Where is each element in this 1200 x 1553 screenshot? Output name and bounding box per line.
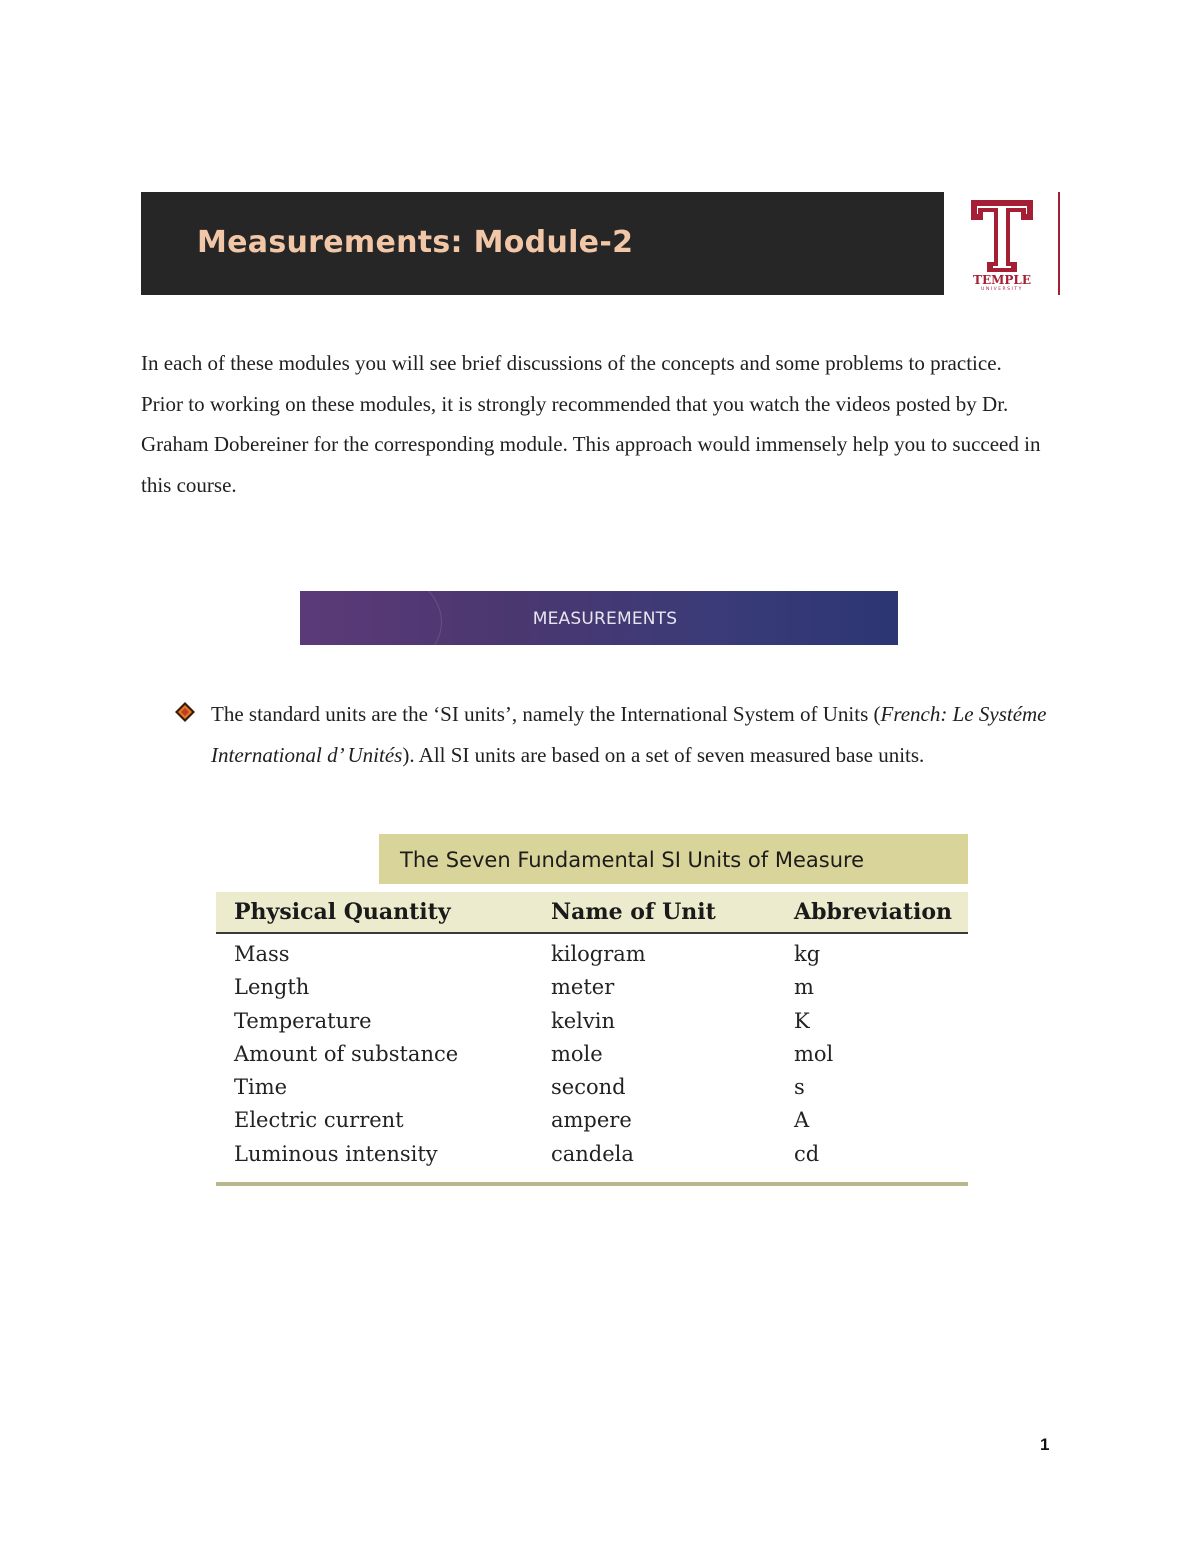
abbreviation-cell: K [794, 1008, 810, 1033]
header-name-of-unit: Name of Unit [551, 899, 716, 925]
bullet-text-start: The standard units are the ‘SI units’, namely the International System of Units ( [211, 702, 881, 726]
si-table-header [216, 892, 968, 934]
quantity-cell: Mass [234, 942, 290, 966]
unit-cell: ampere [551, 1108, 632, 1133]
table-bottom-rule [216, 1182, 968, 1186]
unit-cell: candela [551, 1141, 634, 1166]
table-row [216, 1071, 968, 1104]
abbreviation-cell: cd [794, 1141, 820, 1166]
table-row [216, 1005, 968, 1038]
intro-paragraph: In each of these modules you will see brief discussions of the concepts and some problems to practice. Prior to working on these modules, it is strongly recommended that you watch the videos posted by Dr. Graham Dobereiner for the corresponding module. This approach would immensely help you to succeed in this course. [141, 351, 1041, 498]
temple-t-icon [969, 198, 1035, 290]
si-table-title: The Seven Fundamental SI Units of Measure [379, 834, 968, 884]
abbreviation-cell: mol [794, 1041, 834, 1066]
quantity-cell: Length [234, 975, 310, 1000]
bullet-text-end: ). All SI units are based on a set of seven measured base units. [402, 742, 925, 767]
unit-cell: kelvin [551, 1008, 615, 1033]
si-table-body [216, 938, 968, 1171]
quantity-cell: Luminous intensity [234, 1141, 438, 1166]
unit-cell: mole [551, 1041, 603, 1066]
table-row [216, 1038, 968, 1071]
logo-text: TEMPLE [973, 273, 1031, 287]
table-row [216, 1138, 968, 1171]
diamond-bullet-icon [174, 701, 196, 723]
header-physical-quantity: Physical Quantity [234, 899, 451, 925]
table-row [216, 1104, 968, 1137]
abbreviation-cell: s [794, 1075, 805, 1100]
unit-cell: kilogram [551, 942, 646, 966]
si-units-bullet-text [211, 694, 1051, 775]
abbreviation-cell: m [794, 975, 814, 1000]
table-row [216, 938, 968, 971]
section-banner-title: MEASUREMENTS [532, 609, 678, 629]
logo-subtext: UNIVERSITY [981, 287, 1023, 290]
quantity-cell: Time [234, 1075, 288, 1100]
module-title: Measurements: Module-2 [197, 225, 634, 260]
quantity-cell: Electric current [234, 1108, 404, 1133]
unit-cell: meter [551, 975, 615, 1000]
module-header [141, 192, 944, 295]
table-row [216, 971, 968, 1004]
abbreviation-cell: A [794, 1108, 810, 1133]
quantity-cell: Temperature [234, 1008, 372, 1033]
bullet-text-italic: French: Le Systéme International d’ Unités [211, 702, 1047, 767]
quantity-cell: Amount of substance [234, 1041, 459, 1066]
temple-logo [944, 192, 1060, 295]
page-number: 1 [1040, 1435, 1050, 1454]
section-banner [300, 591, 898, 645]
unit-cell: second [551, 1075, 626, 1100]
header-abbreviation: Abbreviation [794, 899, 953, 925]
abbreviation-cell: kg [794, 942, 821, 966]
